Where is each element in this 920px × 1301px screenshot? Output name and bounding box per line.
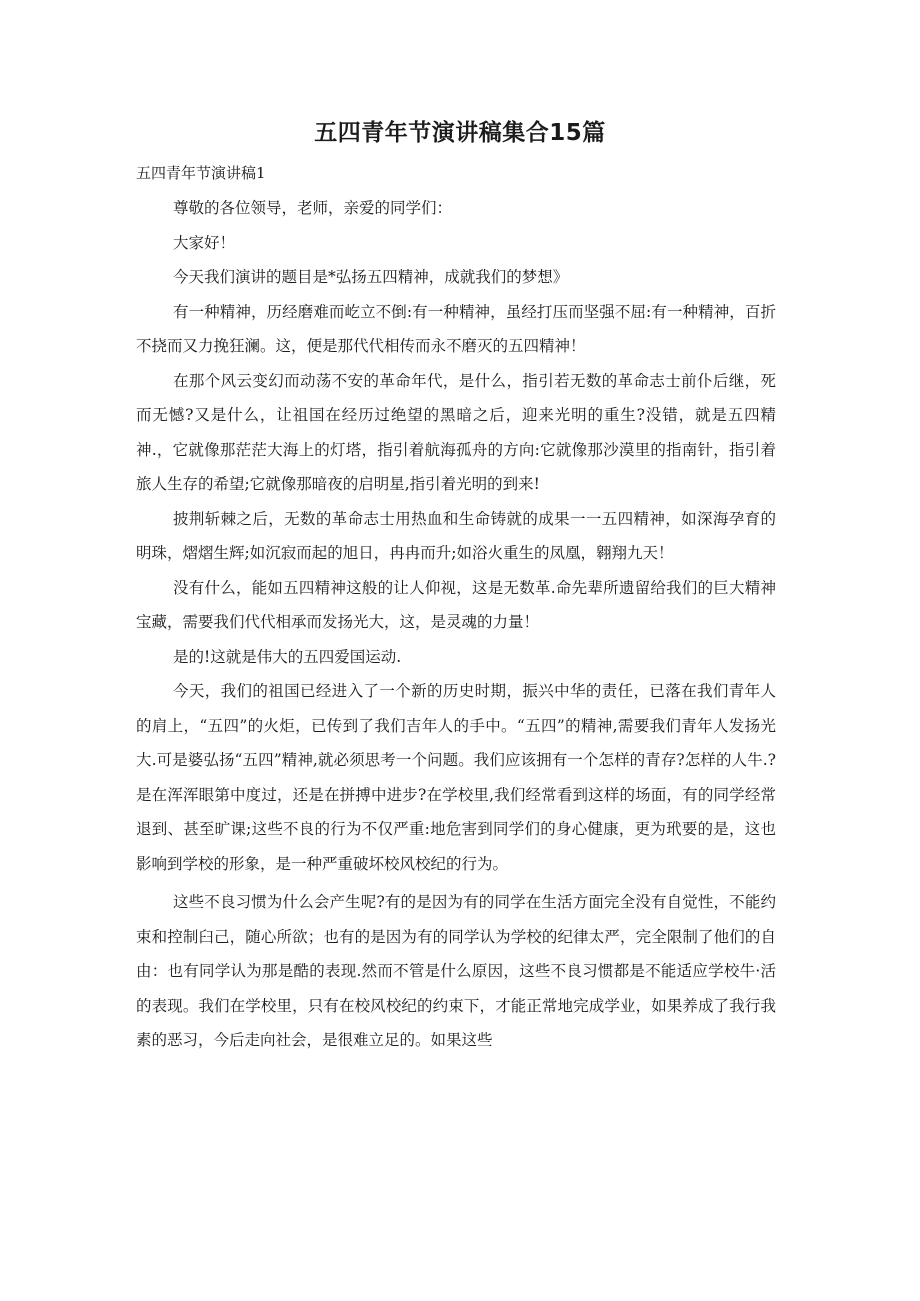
paragraph-body: 这些不良习惯为什么会产生呢?有的是因为有的同学在生活方面完全没有自觉性，不能约束和控制臼己，随心所欲；也有的是因为有的同学认为学校的纪律太严，完全限制了他们的自由：也有同学认为那是酷的表现.然而不管是什么原因，这些不良习惯都是不能适应学校牛·活的表现。我们在学校里，只有在校风校纪的约束下，才能正常地完成学业，如果养成了我行我素的恶习，今后走向社会，是很难立足的。如果这些	[136, 893, 776, 1049]
paragraph-body: 在那个风云变幻而动荡不安的革命年代，是什么，指引若无数的革命志士前仆后继，死而无憾?又是什么，让祖国在经历过绝望的黑暗之后，迎来光明的重生?没错，就是五四精神.，它就像那茫茫大海上的灯塔，指引着航海孤舟的方向:它就像那沙漠里的指南针，指引着旅人生存的希望;它就像那暗夜的启明星,指引着光明的到来!	[136, 371, 776, 493]
paragraph-body: 披荆斩棘之后，无数的革命志士用热血和生命铸就的成果一一五四精神，如深海孕育的明珠，熠熠生辉;如沉寂而起的旭日，冉冉而升;如浴火重生的凤凰，翱翔九天！	[136, 509, 776, 562]
paragraph-body: 有一种精神，历经磨难而屹立不倒:有一种精神，虽经打压而坚强不屈:有一种精神，百折不挠而又力挽狂澜。这，便是那代代相传而永不磨灭的五四精神！	[136, 302, 776, 355]
paragraph-hello: 大家好！	[173, 233, 236, 252]
document-title: 五四青年节演讲稿集合15篇	[314, 120, 606, 146]
paragraph-greeting: 尊敬的各位领导，老师，亲爱的同学们：	[173, 199, 453, 217]
paragraph-body: 是的!这就是伟大的五四爱国运动.	[173, 647, 402, 666]
document-body	[136, 159, 776, 1058]
section-heading: 五四青年节演讲稿1	[136, 164, 266, 182]
paragraph-body: 今天，我们的祖国已经进入了一个新的历史时期，振兴中华的责任，已落在我们青年人的肩上，“五四”的火炬，已传到了我们吉年人的手中。“五四”的精神,需要我们青年人发扬光大.可是婆弘扬“五四”精神,就必须思考一个问题。我们应该拥有一个怎样的青存?怎样的人牛.?是在浑浑眼第中度过，还是在拼搏中进步?在学校里,我们经常看到这样的场面，有的同学经常退到、甚至旷课;这些不良的行为不仅严重:地危害到同学们的身心健康，更为玳要的是，这也影响到学校的形象，是一种严重破坏校风校纪的行为。	[136, 682, 776, 873]
paragraph-body: 没有什么，能如五四精神这般的让人仰视，这是无数革.命先辈所遗留给我们的巨大精神宝藏，需要我们代代相承而发扬光大，这，是灵魂的力量！	[136, 578, 776, 631]
paragraph-topic: 今天我们演讲的题目是*弘扬五四精神，成就我们的梦想》	[173, 268, 569, 286]
